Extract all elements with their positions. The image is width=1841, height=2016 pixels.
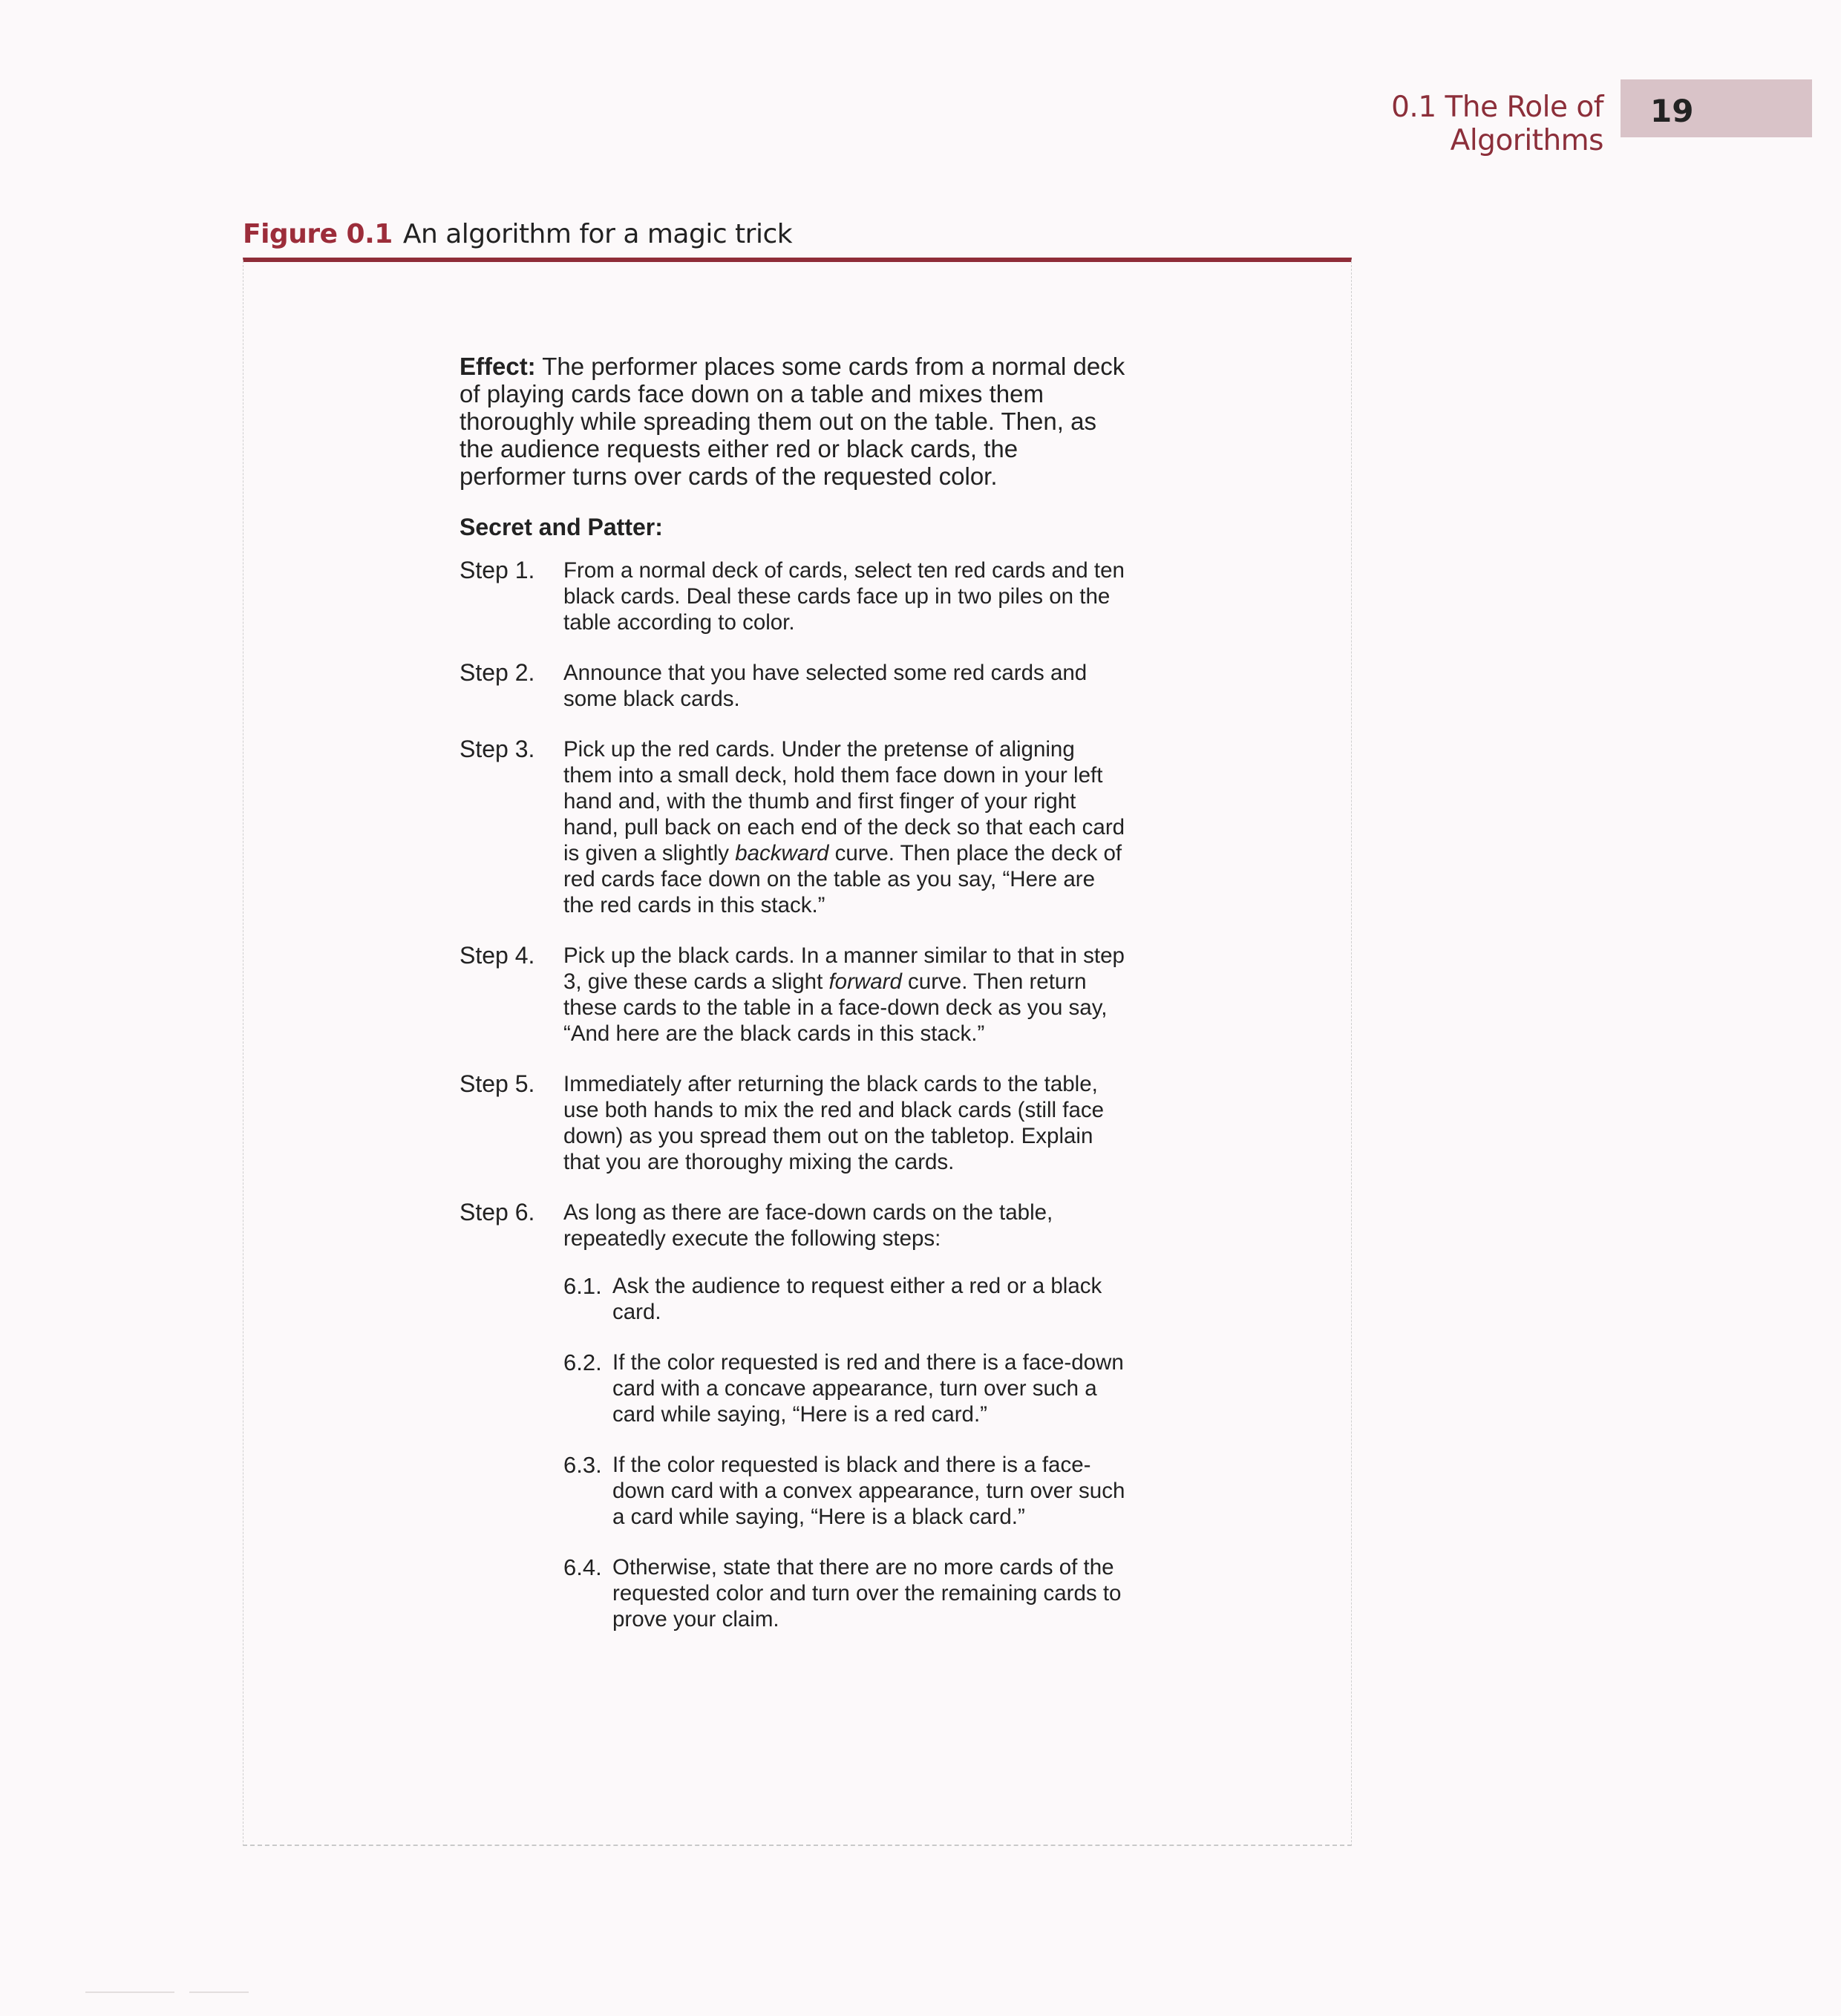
scan-mark xyxy=(189,1992,249,1993)
figure-content xyxy=(460,353,1128,1657)
step-3 xyxy=(460,736,1128,918)
step-label: Step 4. xyxy=(460,942,535,969)
page-number: 19 xyxy=(1650,93,1694,129)
step-label: Step 2. xyxy=(460,659,535,686)
page-number-tab xyxy=(1621,79,1812,137)
substep-text: If the color requested is red and there is a face-down card with a concave appearance, turn over such a card while saying, “Here is a red card.” xyxy=(612,1350,1124,1427)
running-head-section-title: 0.1 The Role of Algorithms xyxy=(1391,91,1603,157)
figure-label: Figure 0.1 xyxy=(243,219,393,249)
step-text: Immediately after returning the black cards to the table, use both hands to mix the red and black cards (still face down) as you spread them out on the tabletop. Explain that you are thoroughy mixing the cards. xyxy=(563,1072,1105,1174)
figure-caption xyxy=(243,219,792,249)
substep-text: Otherwise, state that there are no more cards of the requested color and turn over the remaining cards to prove your claim. xyxy=(612,1555,1122,1632)
step-label: Step 1. xyxy=(460,557,535,583)
substep-6-3 xyxy=(563,1452,1128,1530)
step-emphasis: forward xyxy=(828,969,902,994)
substep-6-2 xyxy=(563,1349,1128,1427)
step-text: As long as there are face-down cards on the table, repeatedly execute the following steps: xyxy=(563,1200,1053,1251)
substep-number: 6.1. xyxy=(563,1273,602,1299)
effect-paragraph xyxy=(460,353,1128,490)
step-emphasis: backward xyxy=(735,841,829,865)
substep-number: 6.4. xyxy=(563,1554,602,1580)
substep-number: 6.2. xyxy=(563,1349,602,1375)
substep-6-4 xyxy=(563,1554,1128,1632)
step-text xyxy=(563,736,1128,918)
step-1 xyxy=(460,557,1128,635)
effect-text: The performer places some cards from a normal deck of playing cards face down on a table and mixes them thoroughly while spreading them out on the table. Then, as the audience requests either red or black cards, the performer turns over cards of the requested color. xyxy=(460,353,1125,490)
substep-text: Ask the audience to request either a red or a black card. xyxy=(612,1274,1102,1324)
figure-caption-text: An algorithm for a magic trick xyxy=(402,219,793,249)
effect-label: Effect: xyxy=(460,353,536,380)
step-2 xyxy=(460,660,1128,712)
step-6-substeps xyxy=(563,1273,1128,1632)
secret-and-patter-heading: Secret and Patter: xyxy=(460,514,663,540)
step-label: Step 6. xyxy=(460,1199,535,1225)
step-text xyxy=(563,943,1128,1047)
step-label: Step 3. xyxy=(460,736,535,762)
substep-number: 6.3. xyxy=(563,1452,602,1478)
step-6 xyxy=(460,1200,1128,1251)
step-4 xyxy=(460,943,1128,1047)
step-text-part: curve. Then return these cards to the table in a face-down deck as you say, “And here are the black cards in this stack.” xyxy=(563,969,1108,1046)
step-5 xyxy=(460,1071,1128,1175)
step-text-part: curve. Then place the deck of red cards face down on the table as you say, “Here are the red cards in this stack.” xyxy=(563,841,1122,917)
step-text-part: Pick up the red cards. Under the pretense of aligning them into a small deck, hold them face down in your left hand and, with the thumb and first finger of your right hand, pull back on each end of the deck so that each card is given a slightly xyxy=(563,737,1125,865)
step-label: Step 5. xyxy=(460,1070,535,1097)
scan-mark xyxy=(85,1992,174,1993)
step-text: Announce that you have selected some red cards and some black cards. xyxy=(563,661,1088,711)
step-text-part: Pick up the black cards. In a manner similar to that in step 3, give these cards a slight xyxy=(563,943,1125,994)
step-text: From a normal deck of cards, select ten red cards and ten black cards. Deal these cards face up in two piles on the table according to color. xyxy=(563,558,1125,635)
substep-text: If the color requested is black and there is a face-down card with a convex appearance, turn over such a card while saying, “Here is a black card.” xyxy=(612,1453,1125,1529)
substep-6-1 xyxy=(563,1273,1128,1325)
